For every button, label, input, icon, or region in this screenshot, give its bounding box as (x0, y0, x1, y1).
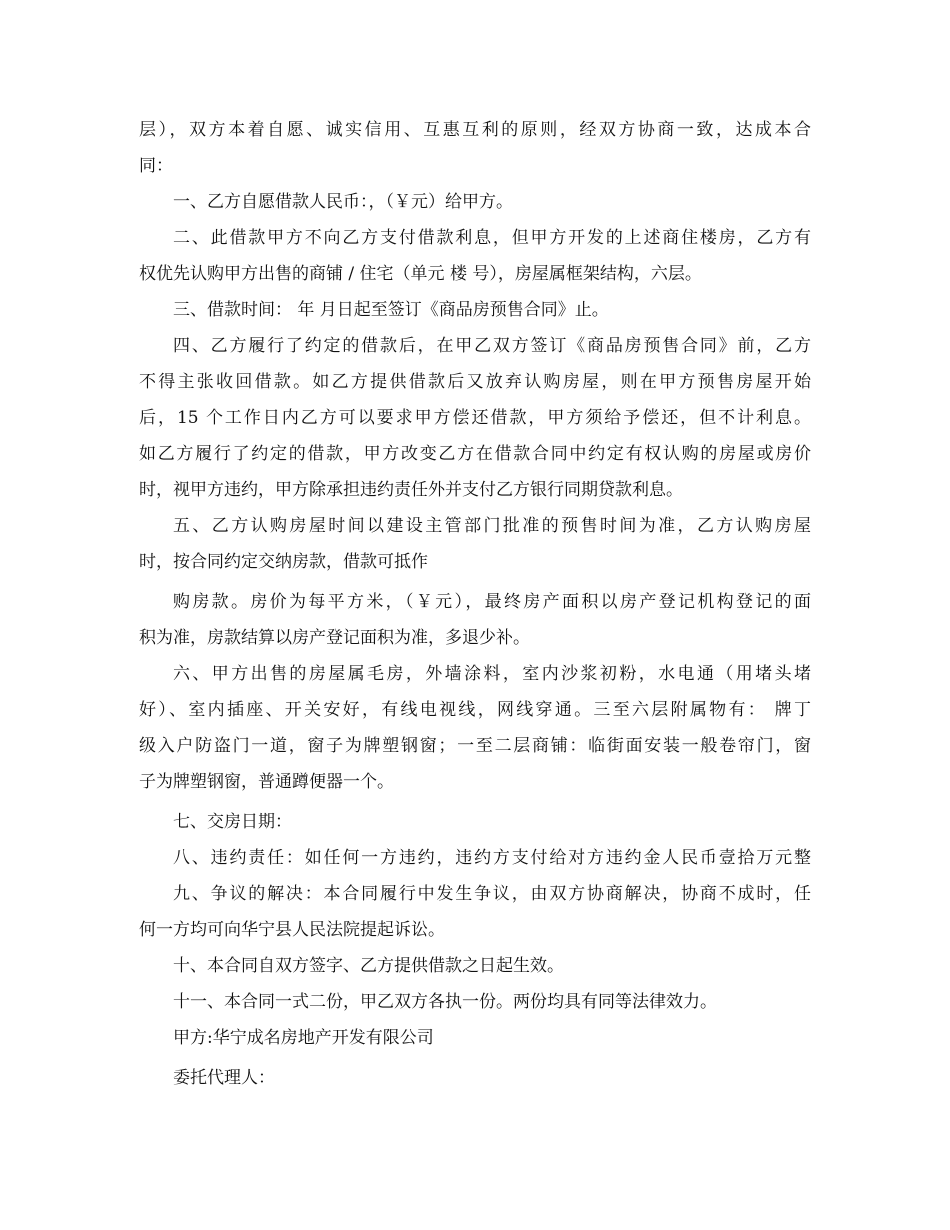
text-line: 如乙方履行了约定的借款，甲方改变乙方在借款合同中约定有权认购的房屋或房价 (139, 444, 811, 464)
text-line: 积为准，房款结算以房产登记面积为准，多退少补。 (139, 628, 530, 648)
text-line: 级入户防盗门一道，窗子为牌塑钢窗；一至二层商铺：临街面安装一般卷帘门，窗 (139, 736, 811, 756)
text-line: 好）、室内插座、开关安好，有线电视线，网线穿通。三至六层附属物有： 牌丁 (139, 700, 811, 720)
clause-7: 七、交房日期： (173, 812, 292, 832)
text-line: 不得主张收回借款。如乙方提供借款后又放弃认购房屋，则在甲方预售房屋开始 (139, 372, 811, 392)
text-line: 何一方均可向华宁县人民法院提起诉讼。 (139, 920, 445, 940)
text-line: 权优先认购甲方出售的商铺 / 住宅（单元 楼 号），房屋属框架结构，六层。 (139, 264, 702, 284)
clause-1: 一、乙方自愿借款人民币：，（￥元）给甲方。 (173, 192, 513, 212)
clause-4: 四、乙方履行了约定的借款后，在甲乙双方签订《商品房预售合同》前，乙方 (173, 336, 811, 356)
text-line: 层），双方本着自愿、诚实信用、互惠互利的原则，经双方协商一致，达成本合 (139, 120, 811, 140)
party-a-line: 甲方:华宁成名房地产开发有限公司 (173, 1028, 434, 1048)
clause-11: 十一、本合同一式二份，甲乙双方各执一份。两份均具有同等法律效力。 (173, 992, 717, 1012)
clause-8: 八、违约责任：如任何一方违约，违约方支付给对方违约金人民币壹拾万元整 (173, 848, 811, 868)
clause-10: 十、本合同自双方签字、乙方提供借款之日起生效。 (173, 956, 564, 976)
text-line: 时，视甲方违约，甲方除承担违约责任外并支付乙方银行同期贷款利息。 (139, 480, 683, 500)
text-line: 子为牌塑钢窗，普通蹲便器一个。 (139, 772, 394, 792)
clause-2: 二、此借款甲方不向乙方支付借款利息，但甲方开发的上述商住楼房，乙方有 (173, 228, 811, 248)
text-line: 后，15 个工作日内乙方可以要求甲方偿还借款，甲方须给予偿还，但不计利息。 (139, 408, 811, 428)
clause-5: 五、乙方认购房屋时间以建设主管部门批准的预售时间为准，乙方认购房屋 (173, 516, 811, 536)
text-line: 时，按合同约定交纳房款，借款可抵作 (139, 552, 428, 572)
clause-3: 三、借款时间： 年 月日起至签订《商品房预售合同》止。 (173, 300, 609, 320)
text-line: 购房款。房价为每平方米，（￥元），最终房产面积以房产登记机构登记的面 (173, 592, 811, 612)
clause-9: 九、争议的解决：本合同履行中发生争议，由双方协商解决，协商不成时，任 (173, 884, 811, 904)
clause-6: 六、甲方出售的房屋属毛房，外墙涂料，室内沙浆初粉，水电通（用堵头堵 (173, 664, 811, 684)
agent-line: 委托代理人： (173, 1068, 275, 1088)
text-line: 同： (139, 156, 173, 176)
